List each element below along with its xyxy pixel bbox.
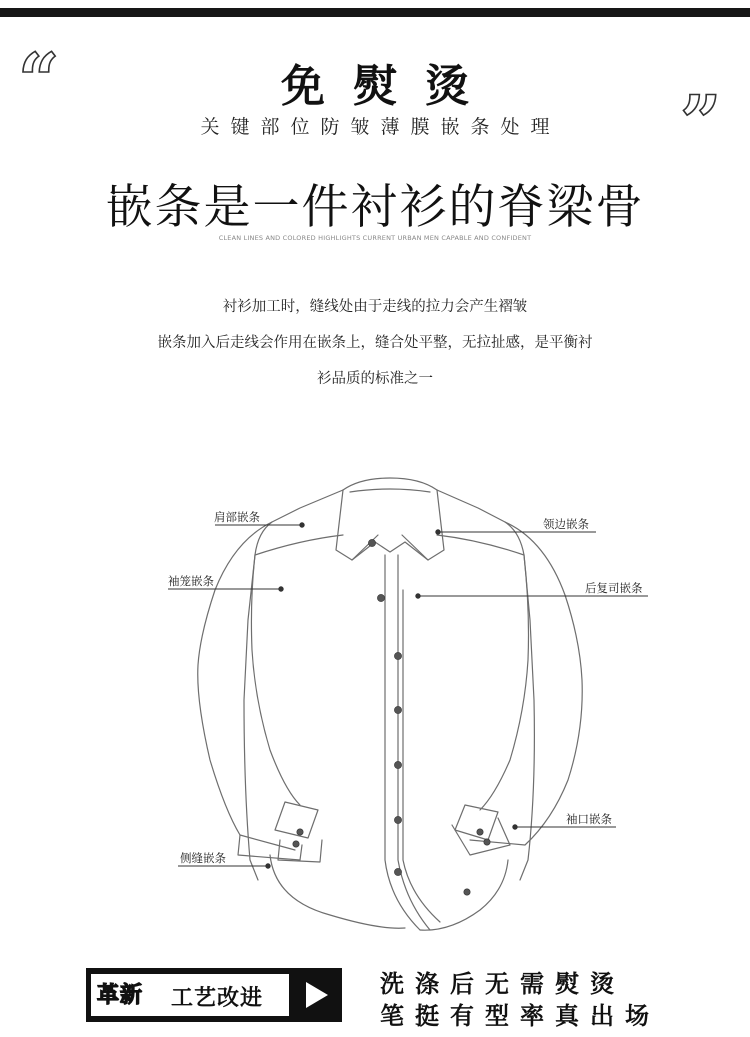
play-arrow-icon: [296, 973, 338, 1017]
badge-text-box: [90, 973, 290, 1017]
label-collar-piping: 领边嵌条: [543, 517, 589, 531]
page-subtitle: 关键部位防皱薄膜嵌条处理: [200, 116, 561, 138]
slogan-line-2: 笔挺有型率真出场: [380, 1002, 660, 1030]
description-line-2: 嵌条加入后走线会作用在嵌条上，缝合处平整，无拉扯感，是平衡衬: [157, 335, 593, 351]
label-back-yoke-piping: 后复司嵌条: [585, 581, 643, 595]
shirt-illustration: [0, 460, 750, 960]
description-line-1: 衬衫加工时，缝线处由于走线的拉力会产生褶皱: [222, 299, 528, 315]
label-shoulder-piping: 肩部嵌条: [214, 510, 260, 524]
label-armhole-piping: 袖笼嵌条: [168, 574, 214, 588]
top-bar: [0, 8, 750, 17]
innovation-badge: [86, 968, 342, 1022]
label-cuff-piping: 袖口嵌条: [566, 812, 612, 826]
play-triangle-icon: [306, 982, 328, 1008]
english-tagline: CLEAN LINES AND COLORED HIGHLIGHTS CURRENT URBAN MEN CAPABLE AND CONFIDENT: [218, 234, 532, 242]
label-side-seam-piping: 侧缝嵌条: [180, 851, 226, 865]
description-line-3: 衫品质的标准之一: [317, 371, 433, 387]
page-title: 免熨烫: [281, 61, 497, 112]
close-quote-icon: ”: [680, 79, 722, 164]
badge-text: 工艺改进: [171, 986, 264, 1011]
open-quote-icon: “: [18, 37, 60, 122]
shirt-diagram: [0, 460, 750, 960]
badge-highlight: 革新: [97, 983, 144, 1008]
slogan-line-1: 洗涤后无需熨烫: [380, 970, 625, 998]
section-heading: 嵌条是一件衬衫的脊梁骨: [105, 180, 645, 235]
